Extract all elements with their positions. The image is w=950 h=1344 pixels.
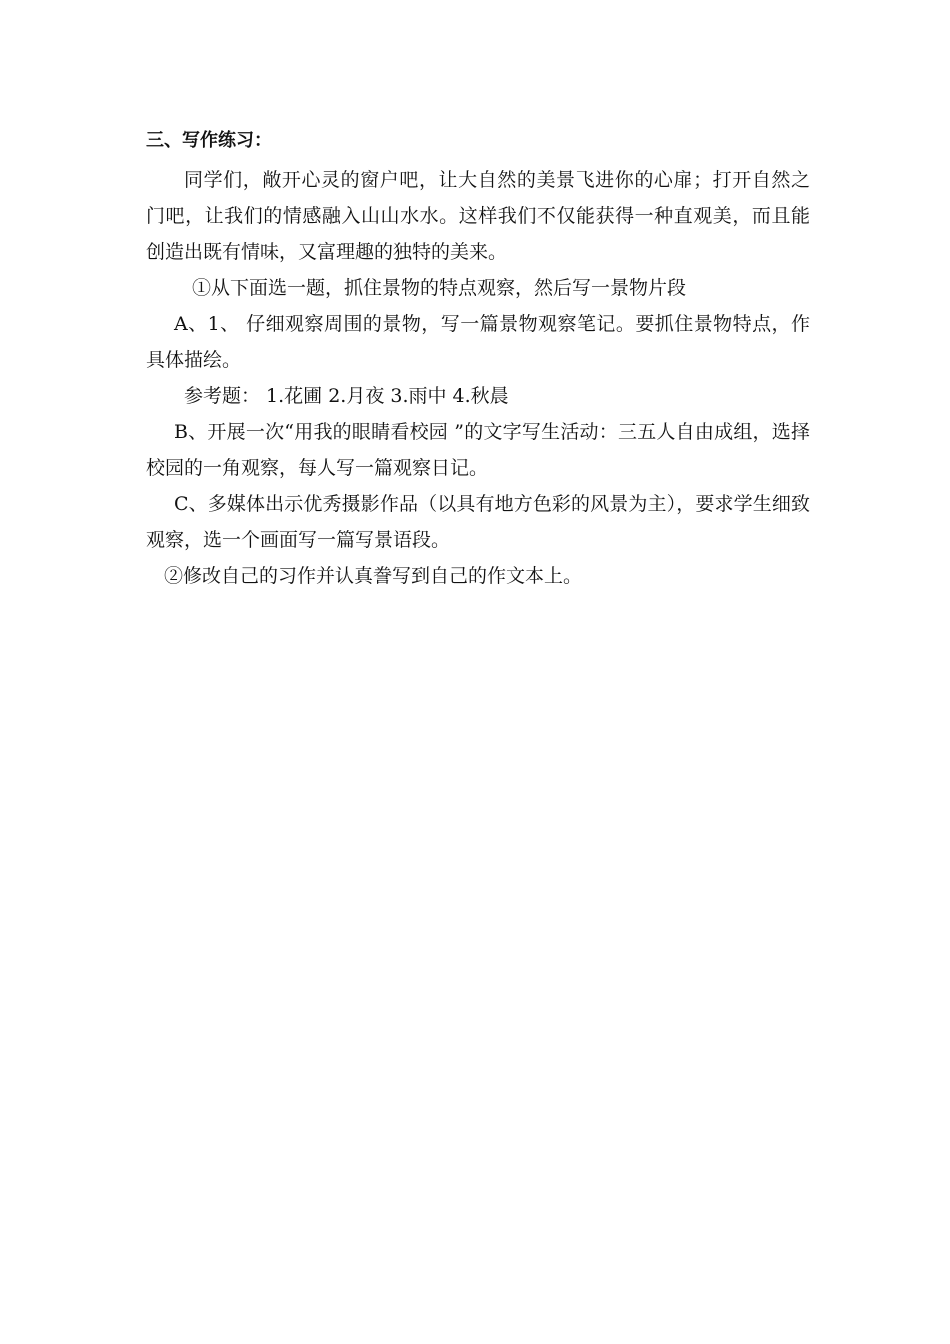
option-a: A、1、 仔细观察周围的景物，写一篇景物观察笔记。要抓住景物特点，作具体描绘。 bbox=[146, 313, 810, 371]
reference-topics: 参考题： 1.花圃 2.月夜 3.雨中 4.秋晨 bbox=[184, 385, 509, 407]
option-b: B、开展一次“用我的眼睛看校园 ”的文字写生活动：三五人自由成组，选择校园的一角观察，每人写一篇观察日记。 bbox=[146, 421, 810, 479]
section-heading: 三、写作练习： bbox=[146, 130, 272, 151]
option-c: C、多媒体出示优秀摄影作品（以具有地方色彩的风景为主），要求学生细致观察，选一个画面写一篇写景语段。 bbox=[146, 493, 810, 551]
task-two: ②修改自己的习作并认真誊写到自己的作文本上。 bbox=[164, 565, 583, 587]
document-body bbox=[146, 127, 810, 594]
intro-paragraph: 同学们，敞开心灵的窗户吧，让大自然的美景飞进你的心扉；打开自然之门吧，让我们的情感融入山山水水。这样我们不仅能获得一种直观美，而且能创造出既有情味，又富理趣的独特的美来。 bbox=[146, 169, 810, 263]
task-one: ①从下面选一题，抓住景物的特点观察，然后写一景物片段 bbox=[192, 277, 687, 299]
